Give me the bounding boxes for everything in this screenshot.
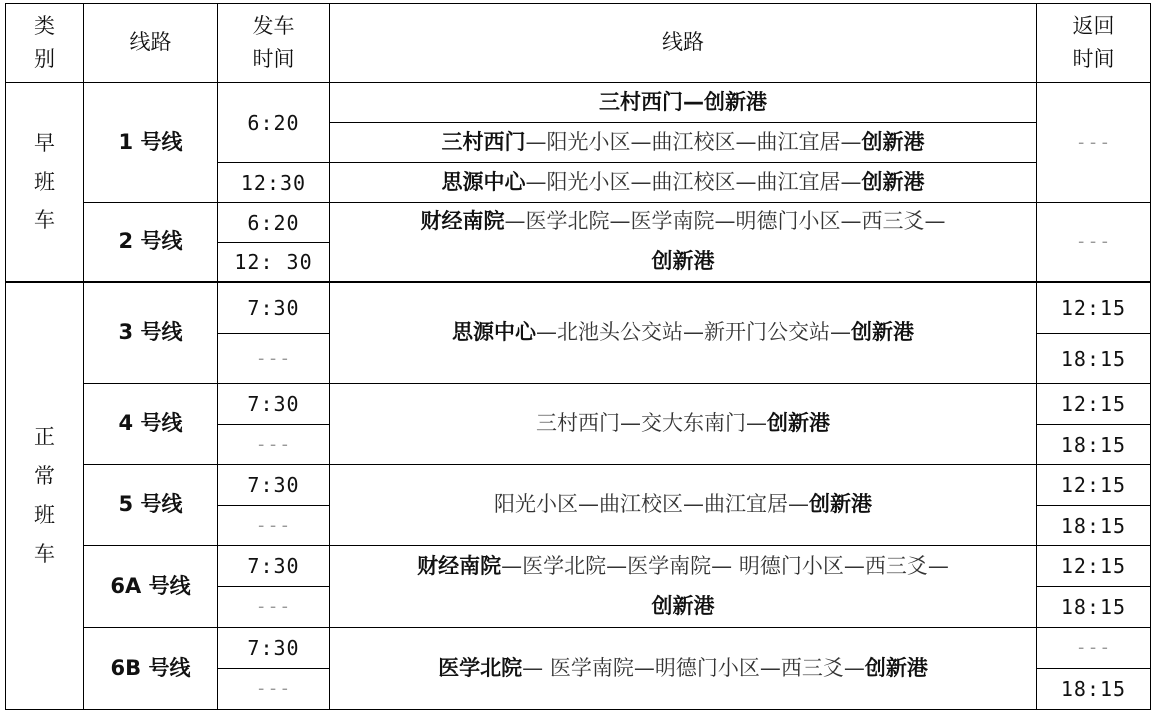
line-2-label: 2 号线 (84, 203, 218, 283)
line-2-route (330, 203, 1037, 283)
line-4-return-1215: 12:15 (1037, 384, 1151, 425)
route-mid: —交大东南门— (620, 411, 767, 436)
route-start: 阳光小区 (494, 492, 578, 517)
line-5-depart: 7:30 (218, 465, 330, 506)
header-line: 线路 (84, 4, 218, 83)
line-6b-return-none: --- (1037, 628, 1151, 669)
line-3-route (330, 283, 1037, 384)
route-start: 三村西门 (441, 129, 526, 154)
line-3-return-1215: 12:15 (1037, 283, 1151, 334)
line-2-depart-620: 6:20 (218, 203, 330, 243)
group-early-char: 车 (34, 208, 55, 233)
bus-schedule-table (5, 3, 1151, 710)
line-4-route (330, 384, 1037, 465)
route-line-1 (421, 202, 946, 242)
route-line-1 (417, 547, 949, 587)
route-start: 思源中心 (452, 320, 536, 345)
route-mid: — (683, 89, 704, 114)
line-6b-depart-none: --- (218, 669, 330, 710)
route-start: 财经南院 (417, 553, 502, 578)
route-mid: —阳光小区—曲江校区—曲江宜居— (525, 169, 862, 194)
line-6a-label: 6A 号线 (84, 546, 218, 628)
header-return (1037, 4, 1151, 83)
header-return-1: 返回 (1072, 14, 1115, 39)
route-end: 创新港 (809, 492, 872, 517)
route-end: 创新港 (851, 320, 914, 345)
route-end: 创新港 (861, 169, 925, 194)
line-5-route (330, 465, 1037, 546)
line-1-route-b (330, 123, 1037, 163)
line-4-label: 4 号线 (84, 384, 218, 465)
line-6b-depart: 7:30 (218, 628, 330, 669)
line-5-depart-none: --- (218, 506, 330, 546)
group-normal-char: 常 (34, 464, 55, 489)
header-depart (218, 4, 330, 83)
line-4-depart: 7:30 (218, 384, 330, 425)
group-normal-char: 正 (34, 425, 55, 450)
line-1-depart-620: 6:20 (218, 83, 330, 163)
line-2-return: --- (1037, 203, 1151, 283)
group-normal-char: 班 (34, 503, 55, 527)
line-1-route-c (330, 163, 1037, 203)
route-mid: —北池头公交站—新开门公交站— (536, 320, 851, 345)
line-6a-route (330, 546, 1037, 628)
route-start: 三村西门 (599, 89, 683, 114)
header-route: 线路 (330, 4, 1037, 83)
line-6a-depart-none: --- (218, 587, 330, 628)
line-6b-return-1815: 18:15 (1037, 669, 1151, 710)
header-return-2: 时间 (1072, 47, 1115, 71)
route-mid: —曲江校区—曲江宜居— (578, 492, 809, 517)
route-mid: —阳光小区—曲江校区—曲江宜居— (525, 129, 862, 154)
line-5-return-1815: 18:15 (1037, 506, 1151, 546)
route-start: 三村西门 (536, 411, 620, 436)
line-5-return-1215: 12:15 (1037, 465, 1151, 506)
line-6a-return-1815: 18:15 (1037, 587, 1151, 628)
group-early-char: 班 (34, 169, 55, 194)
route-end: 创新港 (651, 249, 715, 273)
route-mid: —医学北院—医学南院— 明德门小区—西三爻— (501, 553, 949, 578)
line-5-label: 5 号线 (84, 465, 218, 546)
route-start: 医学北院 (438, 655, 523, 680)
line-2-depart-1230: 12: 30 (218, 243, 330, 283)
line-6a-depart: 7:30 (218, 546, 330, 587)
line-6b-label: 6B 号线 (84, 628, 218, 710)
route-mid: — 医学南院—明德门小区—西三爻— (522, 655, 865, 680)
route-end: 创新港 (864, 655, 928, 680)
line-1-return: --- (1037, 83, 1151, 203)
line-3-label: 3 号线 (84, 283, 218, 384)
group-early-char: 早 (34, 130, 55, 155)
line-1-route-a (330, 83, 1037, 123)
route-end: 创新港 (651, 593, 715, 618)
header-category (6, 4, 84, 83)
group-early (6, 83, 84, 283)
group-normal-char: 车 (34, 541, 55, 566)
line-3-return-1815: 18:15 (1037, 334, 1151, 384)
route-start: 思源中心 (441, 169, 526, 194)
header-category-2: 别 (34, 47, 55, 71)
line-6b-route (330, 628, 1037, 710)
route-mid: —医学北院—医学南院—明德门小区—西三爻— (504, 209, 946, 234)
line-6a-return-1215: 12:15 (1037, 546, 1151, 587)
line-3-depart: 7:30 (218, 283, 330, 334)
route-start: 财经南院 (420, 209, 505, 234)
route-end: 创新港 (861, 129, 925, 154)
route-end: 创新港 (704, 89, 767, 114)
header-depart-2: 时间 (252, 47, 295, 71)
group-normal (6, 283, 84, 710)
route-end: 创新港 (767, 411, 830, 436)
line-3-depart-none: --- (218, 334, 330, 384)
line-4-return-1815: 18:15 (1037, 425, 1151, 465)
line-1-label: 1 号线 (84, 83, 218, 203)
line-1-depart-1230: 12:30 (218, 163, 330, 203)
header-depart-1: 发车 (252, 14, 295, 39)
header-category-1: 类 (34, 14, 55, 39)
line-4-depart-none: --- (218, 425, 330, 465)
